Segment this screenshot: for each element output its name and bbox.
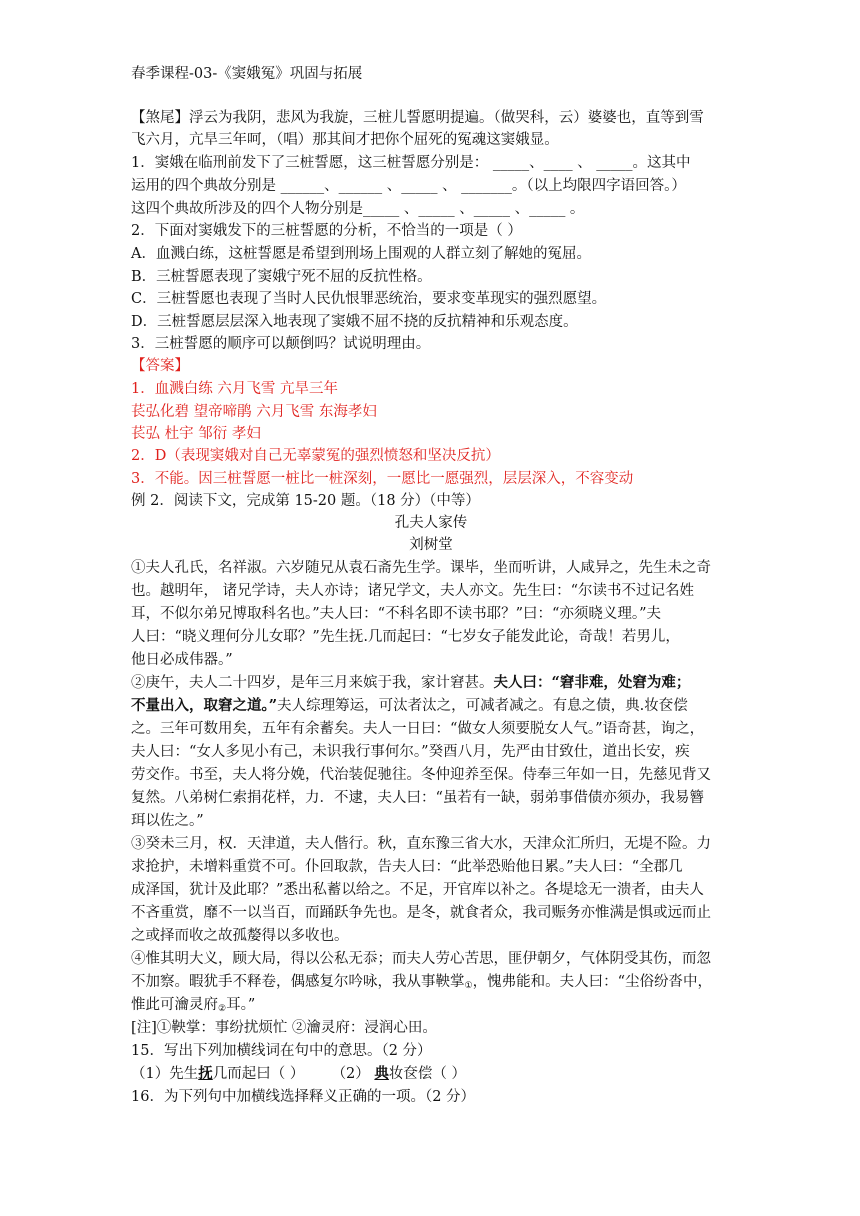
para3-line-2: 求抢护，未增料重赏不可。仆回取款，告夫人曰：“此举恐贻他日累。”夫人曰：“全郡几 xyxy=(131,859,683,875)
answer-heading: 【答案】 xyxy=(131,358,189,374)
q15-item-2-post: 妆奁偿（ ） xyxy=(388,1066,467,1082)
q15-item-1-post: 几而起曰（ ） xyxy=(212,1066,305,1082)
q3-stem: 3．三桩誓愿的顺序可以颠倒吗？试说明理由。 xyxy=(131,336,431,352)
q15-item-2-pre: （2） xyxy=(331,1066,375,1082)
para4-line-2-text: 不加察。暇犹手不释卷，偶感复尔吟咏，我从事鞅掌 xyxy=(131,974,465,990)
example2-author: 刘树堂 xyxy=(409,537,453,553)
q2-option-a: A．血溅白练，这桩誓愿是希望到刑场上围观的人群立刻了解她的冤屈。 xyxy=(131,246,591,262)
footnote-marker-1: ① xyxy=(464,981,473,991)
q15-item-2-word: 典 xyxy=(374,1065,389,1082)
para2-line-2 xyxy=(131,695,731,717)
example2-intro: 例 2．阅读下文，完成第 15-20 题。（18 分）（中等） xyxy=(131,493,480,509)
para2-line-7: 珥以佐之。” xyxy=(131,813,204,829)
para1-line-5: 他日必成伟器。” xyxy=(131,652,233,668)
q2-option-b: B．三桩誓愿表现了窦娥宁死不屈的反抗性格。 xyxy=(131,269,432,285)
q2-stem: 2．下面对窦娥发下的三桩誓愿的分析，不恰当的一项是（ ） xyxy=(131,223,522,239)
answer-line-4: 2．D（表现窦娥对自己无辜蒙冤的强烈愤怒和坚决反抗） xyxy=(131,448,500,464)
q15-item-1-pre: （1）先生 xyxy=(131,1066,199,1082)
q1-line-3: 这四个典故所涉及的四个人物分别是_____ 、_____ 、_____ 、_____ 。 xyxy=(131,201,585,217)
q15-stem: 15．写出下列加横线词在句中的意思。（2 分） xyxy=(131,1043,432,1059)
para2-line-1-bold: 夫人曰：“窘非难，处窘为难； xyxy=(493,674,691,691)
para1-line-4: 人曰：“晓义理何分儿女耶？”先生抚.几而起曰：“七岁女子能发此论，奇哉！若男儿， xyxy=(131,629,680,645)
para2-line-4: 夫人曰：“女人多见小有己，未识我行事何尔。”癸酉八月，先严由甘致仕，道出长安，疾 xyxy=(131,744,690,760)
answer-line-1: 1．血溅白练 六月飞雪 亢旱三年 xyxy=(131,381,338,397)
passage1-line-2: 飞六月，亢旱三年呵，（唱）那其间才把你个屈死的冤魂这窦娥显。 xyxy=(131,132,559,148)
answer-line-5: 3．不能。因三桩誓愿一桩比一桩深刻，一愿比一愿强烈，层层深入，不容变动 xyxy=(131,471,634,487)
answer-line-2: 苌弘化碧 望帝啼鹃 六月飞雪 东海孝妇 xyxy=(131,404,377,420)
para3-line-5: 之或择而收之故孤嫠得以多收也。 xyxy=(131,928,349,944)
q1-line-2: 运用的四个典故分别是 ______、______ 、_____ 、 _______。（以上均限四字语回答。） xyxy=(131,178,686,194)
passage1-line-1: 【煞尾】浮云为我阴，悲风为我旋，三桩儿誓愿明提遍。（做哭科，云）婆婆也，直等到雪 xyxy=(131,110,704,126)
para4-line-3-text: 惟此可瀹灵府 xyxy=(131,997,218,1013)
example2-title: 孔夫人家传 xyxy=(394,515,468,531)
answer-line-3: 苌弘 杜宇 邹衍 孝妇 xyxy=(131,426,261,442)
para2-line-1-plain: ②庚午，夫人二十四岁，是年三月来嫔于我，家计窘甚。 xyxy=(131,675,494,691)
para2-line-2-bold: 不量出入，取窘之道。” xyxy=(131,697,278,714)
para2-line-1 xyxy=(131,672,731,694)
q16-stem: 16．为下列句中加横线选择释义正确的一项。（2 分） xyxy=(131,1089,476,1105)
para2-line-2-plain: 夫人综理筹运，可汰者汰之，可减者减之。有息之债，典.妆奁偿 xyxy=(277,698,688,714)
q15-item-1-word: 抚 xyxy=(198,1065,213,1082)
para2-line-6: 复然。八弟树仁索捐花样，力．不逮，夫人曰：“虽若有一缺，弱弟事借债亦须办，我易簪 xyxy=(131,790,704,806)
q1-line-1: 1．窦娥在临刑前发下了三桩誓愿，这三桩誓愿分别是： _____、____ 、 _____。这其中 xyxy=(131,155,691,171)
para2-line-5: 劳交作。书至，夫人将分娩，代治装促驰往。冬仲迎养至保。侍奉三年如一日，先慈见背又 xyxy=(131,767,711,783)
para4-line-2-text-b: ，愧弗能和。夫人曰：“尘俗纷沓中， xyxy=(472,974,712,990)
footnote-marker-2: ② xyxy=(218,1004,227,1014)
page-header-title: 春季课程-03-《窦娥冤》巩固与拓展 xyxy=(131,66,363,82)
para3-line-4: 不吝重赏，靡不一以当百，而踊跃争先也。是冬，就食者众，我司赈务亦惟满是惧或远而止 xyxy=(131,905,711,921)
q15-items xyxy=(131,1063,731,1085)
para4-line-1: ④惟其明大义，顾大局，得以公私无忝；而夫人劳心苦思，匪伊朝夕，气体阴受其伤，而忽 xyxy=(131,951,711,967)
q2-option-c: C．三桩誓愿也表现了当时人民仇恨罪恶统治，要求变革现实的强烈愿望。 xyxy=(131,291,607,307)
para1-line-1: ①夫人孔氏，名祥淑。六岁随兄从袁石斋先生学。课毕，坐而听讲，人咸异之，先生未之奇 xyxy=(131,560,711,576)
q2-option-d: D．三桩誓愿层层深入地表现了窦娥不屈不挠的反抗精神和乐观态度。 xyxy=(131,314,578,330)
para4-line-3-text-b: 耳。” xyxy=(226,997,256,1013)
para3-line-3: 成泽国，犹计及此耶？”悉出私蓄以给之。不足，开官库以补之。各堤埝无一溃者，由夫人 xyxy=(131,882,704,898)
para1-line-2: 也。越明年， 诸兄学诗，夫人亦诗；诸兄学文，夫人亦文。先生曰：“尔读书不过记名姓 xyxy=(131,583,695,599)
para3-line-1: ③癸未三月，权．天津道，夫人偕行。秋，直东豫三省大水，天津众汇所归，无堤不险。力 xyxy=(131,836,711,852)
para1-line-3: 耳，不似尔弟兄博取科名也。”夫人曰：“不科名即不读书耶？”曰：“亦须晓义理。”夫 xyxy=(131,606,662,622)
footnote: [注]①鞅掌：事纷扰烦忙 ②瀹灵府：浸润心田。 xyxy=(131,1020,437,1036)
para2-line-3: 之。三年可数用矣，五年有余蓄矣。夫人一日曰：“做女人须要脱女人气。”语奇甚，询之， xyxy=(131,721,705,737)
